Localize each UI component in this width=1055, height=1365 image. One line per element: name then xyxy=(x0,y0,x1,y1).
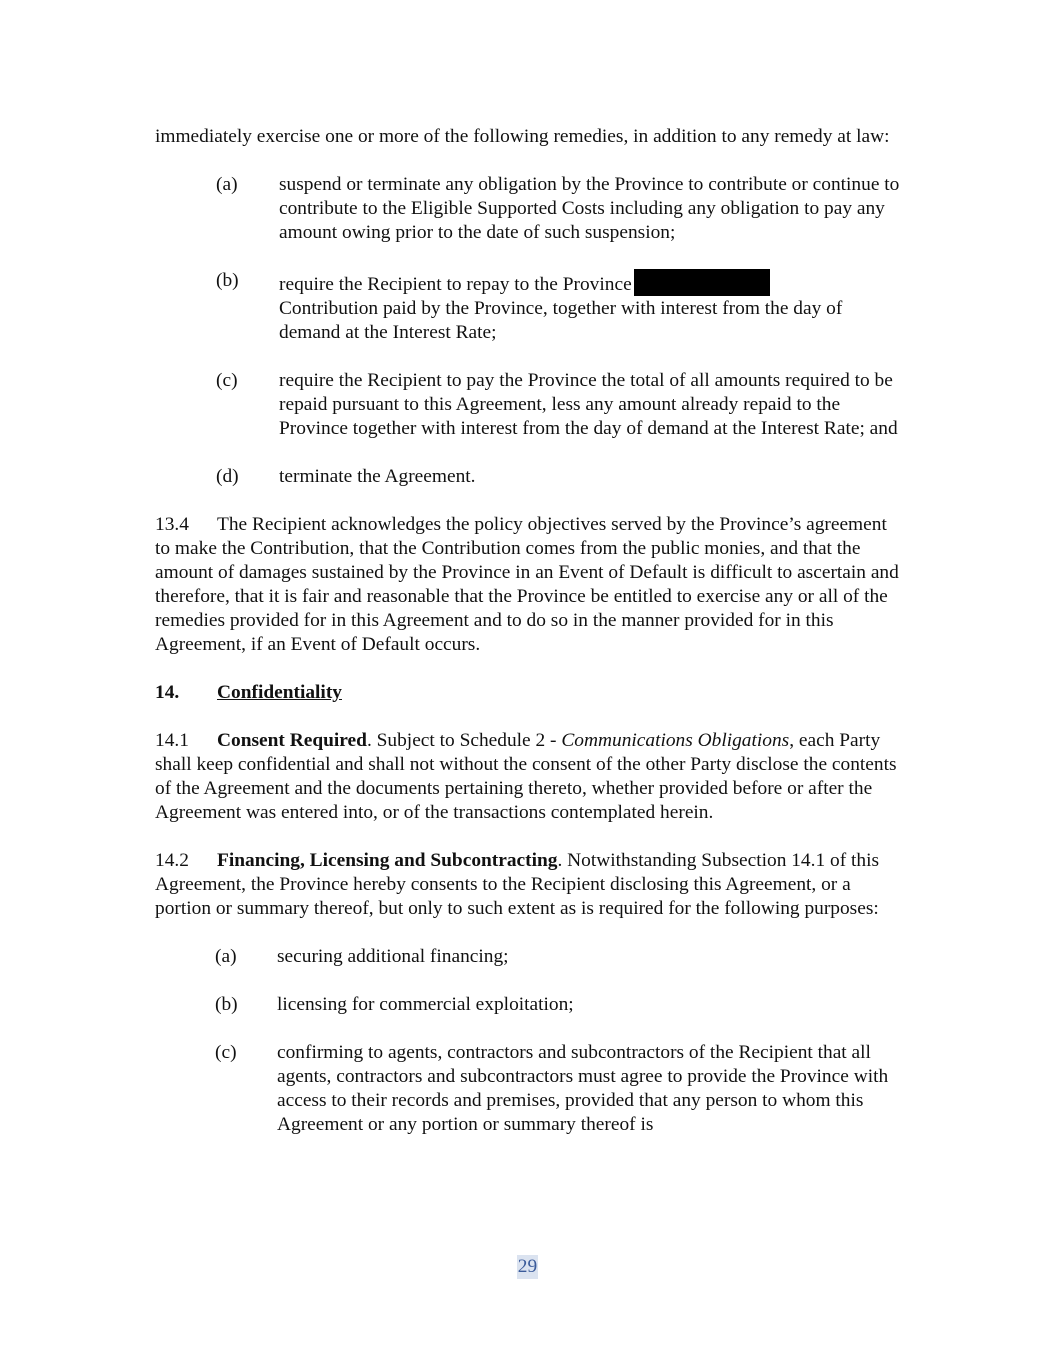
purpose-text: confirming to agents, contractors and subcontractors of the Recipient that all agents, contractors and subcontractors must agree to provide the Province with access to their records and premises, provided that any person to whom this Agreement or any portion or summary thereof is xyxy=(277,1042,889,1135)
subsection-heading: Consent Required xyxy=(217,730,367,751)
remedy-text: suspend or terminate any obligation by the Province to contribute or continue to contribute to the Eligible Supported Costs including any obligation to pay any amount owing prior to the date of such suspension; xyxy=(279,174,900,243)
page-number: 29 xyxy=(517,1256,538,1277)
section-text: . Notwithstanding Subsection 14.1 of this Agreement, the Province hereby consents to the Recipient disclosing this Agreement, or a portion or summary thereof, but only to such extent as is required for the following purposes: xyxy=(155,850,880,919)
section-text: . Subject to Schedule 2 - xyxy=(366,730,562,751)
section-13-4 xyxy=(155,513,905,657)
section-14-heading xyxy=(155,681,905,705)
document-page xyxy=(155,125,905,1161)
purpose-marker: (a) xyxy=(215,946,237,967)
remedy-marker: (a) xyxy=(216,174,238,195)
remedy-text: require the Recipient to repay to the Province xyxy=(279,274,632,295)
section-title: Confidentiality xyxy=(217,682,342,703)
schedule-reference: Communications Obligations xyxy=(561,730,790,751)
purpose-marker: (c) xyxy=(215,1042,237,1063)
purpose-item-b xyxy=(155,993,905,1017)
page-footer xyxy=(0,1255,1055,1279)
remedy-marker: (b) xyxy=(216,270,239,291)
purpose-text: licensing for commercial exploitation; xyxy=(277,994,574,1015)
remedy-item-a xyxy=(155,173,905,245)
purpose-item-a xyxy=(155,945,905,969)
redaction-box xyxy=(634,269,770,296)
remedy-text: Contribution paid by the Province, together with interest from the day of demand at the Interest Rate; xyxy=(279,298,843,343)
remedy-item-b xyxy=(155,269,905,345)
section-14-1 xyxy=(155,729,905,825)
remedy-marker: (c) xyxy=(216,370,238,391)
purpose-item-c xyxy=(155,1041,905,1137)
remedy-text: terminate the Agreement. xyxy=(279,466,476,487)
section-number: 14.2 xyxy=(155,850,189,871)
section-number: 13.4 xyxy=(155,514,189,535)
remedy-text: require the Recipient to pay the Province the total of all amounts required to be repaid pursuant to this Agreement, less any amount already repaid to the Province together with interest from the day of demand at the Interest Rate; and xyxy=(279,370,898,439)
section-number: 14.1 xyxy=(155,730,189,751)
purpose-marker: (b) xyxy=(215,994,238,1015)
section-text: The Recipient acknowledges the policy objectives served by the Province’s agreement to make the Contribution, that the Contribution comes from the public monies, and that the amount of damages sustained by the Province in an Event of Default is difficult to ascertain and therefore, that it is fair and reasonable that the Province be entitled to exercise any or all of the remedies provided for in this Agreement and to do so in the manner provided for in this Agreement, if an Event of Default occurs. xyxy=(155,514,899,655)
remedy-item-d xyxy=(155,465,905,489)
subsection-heading: Financing, Licensing and Subcontracting xyxy=(217,850,558,871)
section-text: , each Party shall keep confidential and shall not without the consent of the other Party disclose the contents of the Agreement and the documents pertaining thereto, whether provided before or after the Agreement was entered into, or of the transactions contemplated herein. xyxy=(155,730,897,823)
purpose-text: securing additional financing; xyxy=(277,946,509,967)
intro-paragraph: immediately exercise one or more of the following remedies, in addition to any remedy at law: xyxy=(155,126,890,147)
section-number: 14. xyxy=(155,682,180,703)
remedy-item-c xyxy=(155,369,905,441)
section-14-2 xyxy=(155,849,905,921)
remedy-marker: (d) xyxy=(216,466,239,487)
